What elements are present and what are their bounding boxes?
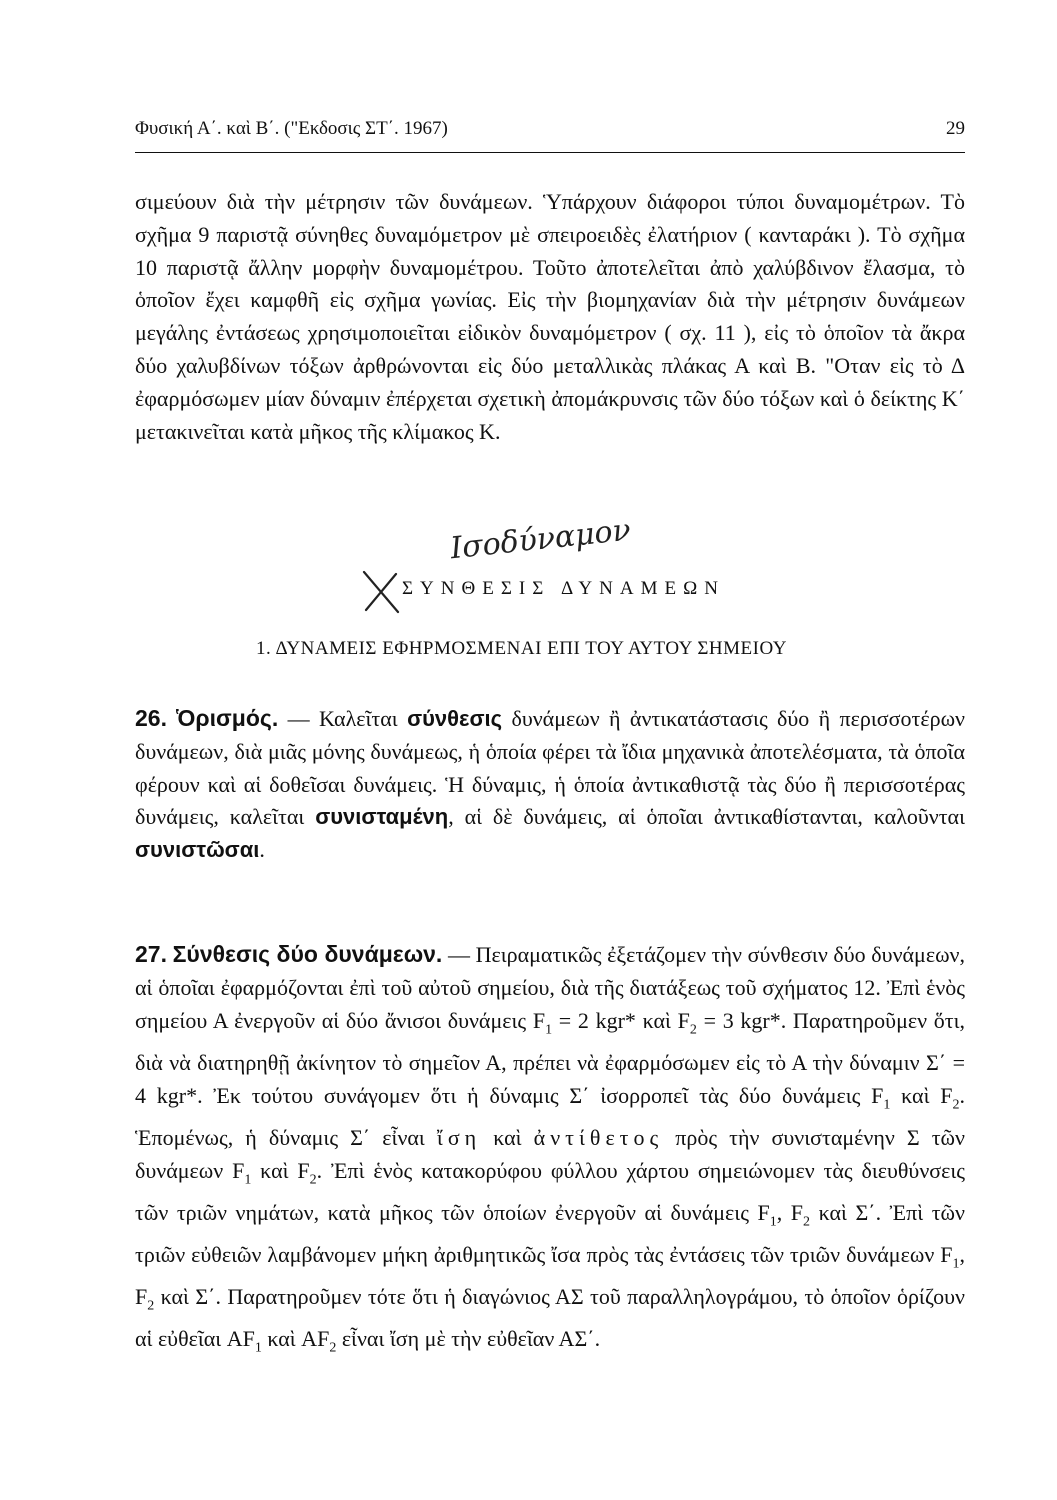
section-27-number: 27. <box>135 941 167 967</box>
running-header <box>135 118 965 140</box>
emphasis-equal: ἴση <box>436 1124 482 1150</box>
header-rule <box>135 152 965 153</box>
text-run: καὶ F <box>890 1082 953 1108</box>
section-subheading: 1. ΔΥΝΑΜΕΙΣ ΕΦΗΡΜΟΣΜΕΝΑΙ ΕΠΙ ΤΟΥ ΑΥΤΟΥ ΣΗΜΕΙΟΥ <box>256 638 787 659</box>
subscript: 2 <box>329 1340 337 1356</box>
term-components: συνιστῶσαι <box>135 837 260 863</box>
section-26-number: 26. <box>135 705 167 731</box>
text-run: καὶ <box>481 1124 534 1150</box>
section-26-title: Ὁρισμός. <box>176 705 279 731</box>
text-run: πρὸς τὴν συνισταμένην Σ τῶν δυνάμεων F <box>135 1124 965 1183</box>
text-run: . Ἐπὶ ἑνὸς κατακορύφου φύλλου χάρτου σημειώνομεν τὰς διευθύνσεις τῶν τριῶν νημάτων, κατὰ μῆκος τῶν ὁποίων ἐνεργοῦν αἱ δυνάμεις F <box>135 1157 965 1225</box>
subscript: 1 <box>883 1096 891 1112</box>
text-run: . Ἑπομένως, ἡ δύναμις Σ΄ εἶναι <box>135 1082 965 1150</box>
handwritten-cross-mark <box>356 566 406 618</box>
term-resultant: συνισταμένη <box>315 804 449 830</box>
subscript: 1 <box>952 1256 960 1272</box>
handwritten-note: Ισοδύναμον <box>448 512 633 567</box>
subscript: 2 <box>689 1021 697 1037</box>
subscript: 1 <box>545 1021 553 1037</box>
text-run: = 3 kgr*. Παρατηροῦμεν ὅτι, διὰ νὰ διατηρηθῇ ἀκίνητον τὸ σημεῖον Α, πρέπει νὰ ἐφαρμόσωμεν εἰς τὸ Α τὴν δύναμιν Σ΄ = 4 kgr*. Ἐκ τούτου συνάγομεν ὅτι ἡ δύναμις Σ΄ ἰσορροπεῖ τὰς δύο δυνάμεις F <box>135 1007 966 1108</box>
text-run: καὶ Σ΄. Παρατηροῦμεν τότε ὅτι ἡ διαγώνιος ΑΣ τοῦ παραλληλογράμου, τὸ ὁποῖον ὁρίζουν αἱ εὐθεῖαι AF <box>135 1284 965 1352</box>
section-27-paragraph <box>135 938 965 1366</box>
section-26-paragraph <box>135 702 965 867</box>
chapter-heading: ΣΥΝΘΕΣΙΣ ΔΥΝΑΜΕΩΝ <box>402 578 725 599</box>
text-run: — Καλεῖται <box>278 706 408 731</box>
text-run: καὶ AF <box>261 1326 330 1352</box>
subscript: 1 <box>769 1214 777 1230</box>
text-run: καὶ Σ΄. Ἐπὶ τῶν τριῶν εὐθειῶν λαμβάνομεν μήκη ἀριθμητικῶς ἴσα πρὸς τὰς ἐντάσεις τῶν τριῶν δυνάμεων F <box>135 1199 965 1267</box>
subscript: 2 <box>309 1171 317 1187</box>
text-run: . <box>259 837 265 863</box>
section-27-title: Σύνθεσις δύο δυνάμεων. <box>172 941 443 967</box>
term-synthesis: σύνθεσις <box>407 706 503 731</box>
subscript: 2 <box>803 1214 811 1230</box>
page-number: 29 <box>946 118 965 139</box>
subscript: 2 <box>147 1298 155 1314</box>
text-run: — Πειραματικῶς ἐξετάζομεν τὴν σύνθεσιν δύο δυνάμεων, αἱ ὁποῖαι ἐφαρμόζονται ἐπὶ τοῦ αὐτοῦ σημείου, διὰ τῆς διατάξεως τοῦ σχήματος 12. Ἐπὶ ἑνὸς σημείου Α ἐνεργοῦν αἱ δύο ἄνισοι δυνάμεις F <box>135 942 966 1033</box>
running-title: Φυσική Α΄. καὶ Β΄. ("Εκδοσις ΣΤ΄. 1967) <box>135 118 448 139</box>
text-run: καὶ F <box>251 1157 310 1183</box>
emphasis-opposite: ἀντίθετος <box>533 1124 664 1150</box>
subscript: 1 <box>244 1171 252 1187</box>
subscript: 2 <box>952 1096 960 1112</box>
text-run: , F <box>135 1241 965 1310</box>
intro-paragraph: σιμεύουν διὰ τὴν μέτρησιν τῶν δυνάμεων. Ὑπάρχουν διάφοροι τύποι δυναμομέτρων. Τὸ σχῆμα 9 παριστᾷ σύνηθες δυναμόμετρον μὲ σπειροειδὲς ἐλατήριον ( κανταράκι ). Τὸ σχῆμα 10 παριστᾷ ἄλλην μορφὴν δυναμομέτρου. Τοῦτο ἀποτελεῖται ἀπὸ χαλύβδινον ἔλασμα, τὸ ὁποῖον ἔχει καμφθῆ εἰς σχῆμα γωνίας. Εἰς τὴν βιομηχανίαν διὰ τὴν μέτρησιν δυνάμεων μεγάλης ἐντάσεως χρησιμοποιεῖται εἰδικὸν δυναμόμετρον ( σχ. 11 ), εἰς τὸ ὁποῖον τὰ ἄκρα δύο χαλυβδίνων τόξων ἀρθρώνονται εἰς δύο μεταλλικὰς πλάκας Α καὶ Β. "Οταν εἰς τὸ Δ ἐφαρμόσωμεν μίαν δύναμιν ἐπέρχεται σχετικὴ ἀπομάκρυνσις τῶν δύο τόξων καὶ ὁ δείκτης Κ΄ μετακινεῖται κατὰ μῆκος τῆς κλίμακος Κ. <box>135 189 965 444</box>
text-run: δυνάμεων ἢ ἀντικατάστασις δύο ἢ περισσοτέρων δυνάμεων, διὰ μιᾶς μόνης δυνάμεως, ἡ ὁποία φέρει τὰ ἴδια μηχανικὰ ἀποτελέσματα, τὰ ὁποῖα φέρουν καὶ αἱ δοθεῖσαι δυνάμεις. Ἡ δύναμις, ἡ ὁποία ἀντικαθιστᾷ τὰς δύο ἢ περισσοτέρας δυνάμεις, καλεῖται <box>135 706 965 830</box>
text-run: , F <box>776 1199 804 1225</box>
text-run: = 2 kgr* καὶ F <box>552 1007 690 1033</box>
text-run: , αἱ δὲ δυνάμεις, αἱ ὁποῖαι ἀντικαθίστανται, καλοῦνται <box>448 804 965 830</box>
subscript: 1 <box>254 1340 262 1356</box>
text-run: εἶναι ἴση μὲ τὴν εὐθεῖαν ΑΣ΄. <box>336 1326 601 1352</box>
